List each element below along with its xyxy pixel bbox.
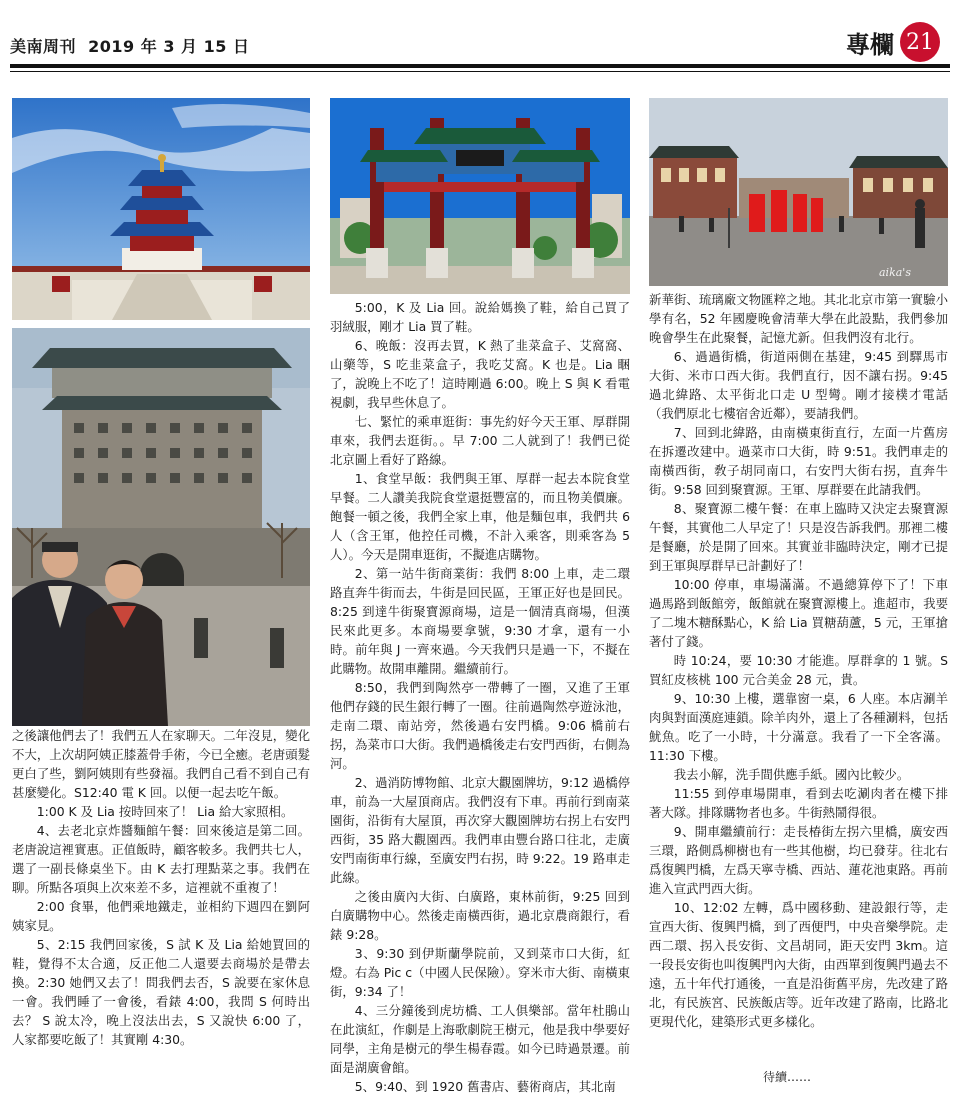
col2-paragraph: 8:50，我們到陶然亭一帶轉了一圈，又進了王軍他們存錢的民生銀行轉了一圈。往前過陶然亭遊泳池，走南二環、南站旁，然後過右安門橋。9:06 橋前右拐，為菜市口大街。我們過橋後走右安門西街，右側為河。 (330, 680, 630, 771)
paper-name: 美南周刊 (10, 37, 77, 56)
col2-paragraph: 2、過消防博物館、北京大觀園牌坊，9:12 過橋停車，前為一大屋頂商店。我們沒有下車。再前行到南菜園街，沿街有大屋頂，再次穿大觀園牌坊右拐上右安門西街，35 路大觀園西。我們車由豐台路口往北，走廣安門南街車行線，至廣安門右拐，時 9:22。19 路車走此線。 (330, 775, 630, 885)
continued-label: 待續…… (763, 1070, 812, 1084)
col3-paragraph: 9、開車繼續前行：走長椿街左拐六里橋，廣安西三環，路側爲柳樹也有一些其他樹，均已發芽。往北右爲復興門橋，左爲天寧寺橋、西站、蓮花池東路。再前進入宣武門西大街。 (649, 824, 948, 896)
temple-image (12, 98, 310, 320)
col2-paragraph: 1、食堂早飯：我們與王軍、厚群一起去本院食堂早餐。二人讚美我院食堂還挺豐富的，而且物美價廉。飽餐一頓之後，我們全家上車，他是麵包車，我們共 6 人（含王軍，他控任司機，不計入乘客，則乘客為 5 人）。今天是開車逛街，不擬進店購物。 (330, 471, 630, 562)
col3-paragraph: 8、聚寶源二樓午餐：在車上臨時又決定去聚寶源午餐，其實他二人早定了！只是沒告訴我們。那裡二樓是餐廳，於是開了回來。其實並非臨時決定，剛才已提到王軍與厚群早已計劃好了！ (649, 501, 948, 573)
col1-paragraph: 4、去老北京炸醬麵館午餐：回來後這是第二回。老唐說這裡實惠。正值飯時，顧客較多。我們共七人，選了一副長條桌坐下。由 K 去打理點菜之事。我們在聊。所點各項與上次來差不多，這裡就不重複了！ (12, 823, 310, 895)
col2-paragraph: 2、第一站牛街商業街：我們 8:00 上車，走二環路直奔牛街而去，牛街是回民區，王軍正好也是回民。8:25 到達牛街聚寶源商場，這是一個清真商場，但漢民來此更多。本商場要拿號，9:30 才拿，還有一小時。前年與 J 一齊來過。今天我們只是過一下，不擬在此購物。故開車離開。繼續前行。 (330, 566, 630, 676)
col2-paragraph: 4、三分鐘後到虎坊橋、工人俱樂部。當年杜鵑山在此演紅，作劇是上海歌劇院王樹元，他是我中學要好同學，主角是樹元的學生楊春霞。如今已時過景遷。前面是湖廣會館。 (330, 1003, 630, 1075)
col2-paragraph: 七、緊忙的乘車逛街：事先約好今天王軍、厚群開車來，我們去逛街。。早 7:00 二人就到了！我們已從北京圖上看好了路線。 (330, 414, 630, 467)
photo-signature: aika's (879, 266, 911, 279)
col3-paragraph: 我去小解，洗手間供應手紙。國內比較少。 (673, 767, 910, 782)
gate-image (12, 328, 310, 726)
page-number-badge: 21 (900, 22, 940, 62)
article-column-3 (649, 290, 948, 1031)
article-column-2 (330, 298, 630, 1096)
header-rule-thin (10, 71, 950, 72)
col3-paragraph: 時 10:24，要 10:30 才能進。厚群拿的 1 號。S 買紅皮核桃 100 元合美金 28 元，貴。 (649, 653, 948, 687)
col3-paragraph: 7、回到北緯路，由南橫東街直行，左面一片舊房在拆遷改建中。過菜市口大街，時 9:51。我們車走的南橫西街，敎子胡同南口，右安門大街右拐，直奔牛街。9:58 回到聚寶源。王軍、厚群要在此請我們。 (649, 425, 948, 497)
page-header (10, 18, 950, 62)
issue-date: 2019 年 3 月 15 日 (88, 37, 250, 56)
square-image (649, 98, 948, 286)
article-column-1 (12, 726, 310, 1049)
col1-paragraph: 5、2:15 我們回家後，S 試 K 及 Lia 給她買回的鞋，覺得不太合適，反正他二人還要去商場於是帶去換。2:30 她們又去了！問我們去否，S 說要在家休息一會。我們睡了一會後，看錶 4:00，我問 S 何時出去？ S 說太冷，晚上沒法出去，S 又說快 6:00 了，人家都要吃飯了！其實剛 4:30。 (12, 937, 310, 1047)
gate-people-photo (12, 328, 310, 726)
col3-paragraph: 新華街、琉璃廠文物匯粹之地。其北北京市第一實驗小學有名，52 年國慶晚會清華大學在此設點，我們參加晚會學生在此聚餐，記憶尤新。但我們沒有北行。 (649, 292, 948, 345)
col1-paragraph: 2:00 食畢，他們乘地鐵走，並相約下週四在劉阿姨家見。 (12, 899, 310, 933)
col2-paragraph: 5:00，K 及 Lia 回。說給媽換了鞋，給自己買了羽絨服，剛才 Lia 買了鞋。 (330, 300, 630, 334)
arch-photo (330, 98, 630, 294)
col1-paragraph: 1:00 K 及 Lia 按時回來了！ Lia 給大家照相。 (36, 804, 294, 819)
column-title: 專欄 (846, 30, 894, 59)
column-label (846, 22, 940, 62)
temple-of-heaven-photo (12, 98, 310, 320)
col3-paragraph: 10、12:02 左轉，爲中國移動、建設銀行等，走宣西大街、復興門橋，到了西便門，中央音樂學院。走西二環、拐入長安街、文昌胡同，距天安門 3km。這一段長安街也叫復興門內大街，由西單到復興門過去不遠，五十年代打通後，一直是沿街舊平房，先改建了路北，有民族宮、民族飯店等。近年改建了路南，比路北更現代化，建築形式更多樣化。 (649, 900, 948, 1029)
col3-paragraph: 10:00 停車，車場滿滿。不過總算停下了！下車過馬路到飯館旁，飯館就在聚寶源樓上。進超市，我要了二塊木糖酥點心，K 給 Lia 買糖葫蘆，5 元，王軍搶著付了錢。 (649, 577, 948, 649)
col3-paragraph: 11:55 到停車場開車，看到去吃涮肉者在樓下排著大隊。排隊購物者也多。牛街熱鬧得很。 (649, 786, 948, 820)
col3-paragraph: 6、過過街橋，街道兩側在基建，9:45 到驛馬市大街、米市口西大街。我們直行，因不讓右拐。9:45 過北緯路、太平街北口走 U 型彎。剛才接樸才電話（我們原北七樓宿舍近鄰），要請我們。 (649, 349, 948, 421)
masthead (10, 34, 249, 57)
arch-image (330, 98, 630, 294)
header-rule (10, 64, 950, 68)
col1-paragraph: 之後讓他們去了！我們五人在家聊天。二年沒見，變化不大，上次胡阿姨正膝蓋骨手術，今已全癒。老唐頭髮更白了些，劉阿姨則有些發福。我們自己看不到自己有甚麼變化。S12:40 電 K 回。以便一起去吃午飯。 (12, 728, 310, 800)
col2-paragraph: 之後由廣內大街、白廣路，東林前街，9:25 回到白廣購物中心。然後走南橫西街，過北京農商銀行，看錶 9:28。 (330, 889, 630, 942)
street-square-photo (649, 98, 948, 286)
col2-paragraph: 5、9:40、到 1920 舊書店、藝術商店，其北南 (354, 1079, 616, 1094)
col2-paragraph: 6、晚飯：沒再去買，K 熱了韭菜盒子、艾窩窩、山藥等，S 吃韭菜盒子，我吃艾窩。K 也是。Lia 睏了，說晚上不吃了！這時剛過 6:00。晚上 S 與 K 看電視劇，我早些休息了。 (330, 338, 630, 410)
col3-paragraph: 9、10:30 上樓，選靠窗一桌，6 人座。本店涮羊肉與對面漢庭連鎖。除羊肉外，還上了各種涮料，包括魷魚。吃了一小時，十分滿意。我看了一下全客滿。11:30 下樓。 (649, 691, 948, 763)
col2-paragraph: 3、9:30 到伊斯蘭學院前，又到菜市口大街，紅燈。右為 Pic c（中國人民保險）。穿米市大街、南橫東街，9:34 了！ (330, 946, 630, 999)
